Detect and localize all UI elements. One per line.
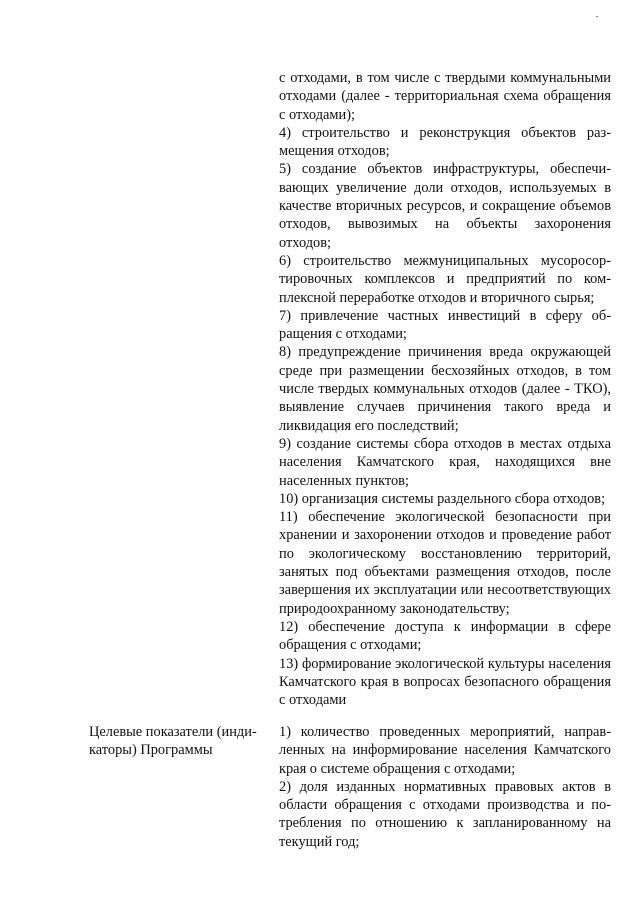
task-item: 12) обеспечение доступа к информации в сфере обращения с отходами;	[279, 618, 611, 654]
indicator-item: 1) количество проведенных мероприятий, направленных на информирование населения Камчатского края о системе обращения с отходами;	[279, 724, 611, 777]
task-item: 13) формирование экологической культуры населения Камчатского края в вопросах безопасного обращения с отходами	[279, 655, 611, 709]
indicators-column	[279, 723, 611, 851]
task-item: 10) организация системы раздельного сбора отходов;	[279, 490, 606, 507]
section-label-target-indicators: Целевые показатели (индикаторы) Программы	[89, 724, 257, 759]
task-item: 8) предупреждение причинения вреда окружающей среде при размещении бесхозяйных отходов, в том числе твердых коммунальных отходов (далее - ТКО), выявление случаев причинения такого вреда и ликвидация его последствий;	[279, 344, 611, 434]
indicator-item: 2) доля изданных нормативных правовых актов в области обращения с отходами производства и потребления по отношению к запланированному на текущий год;	[279, 778, 611, 850]
task-item: 6) строительство межмуниципальных мусоросортировочных комплексов и предприятий по комплексной переработке отходов и вторичного сырья;	[279, 252, 611, 306]
task-item: 9) создание системы сбора отходов в местах отдыха населения Камчатского края, находящихся вне населенных пунктов;	[279, 435, 611, 489]
task-item: 7) привлечение частных инвестиций в сферу обращения с отходами;	[279, 307, 611, 343]
tasks-column	[279, 69, 611, 709]
task-item: с отходами, в том числе с твердыми коммунальными отходами (далее - территориальная схема обращения с отходами);	[279, 70, 611, 123]
task-item: 11) обеспечение экологической безопасности при хранении и захоронении отходов и проведение работ по экологическому восстановлению территорий, занятых под объектами размещения отходов, после завершения их эксплуатации или несоответствующих природоохранному законодательству;	[279, 509, 611, 617]
scan-mark	[596, 16, 598, 17]
task-item: 4) строительство и реконструкция объектов размещения отходов;	[279, 124, 611, 160]
task-item: 5) создание объектов инфраструктуры, обеспечивающих увеличение доли отходов, используемых в качестве вторичных ресурсов, и сокращение объемов отходов, вывозимых на объекты захоронения отходов;	[279, 161, 611, 251]
